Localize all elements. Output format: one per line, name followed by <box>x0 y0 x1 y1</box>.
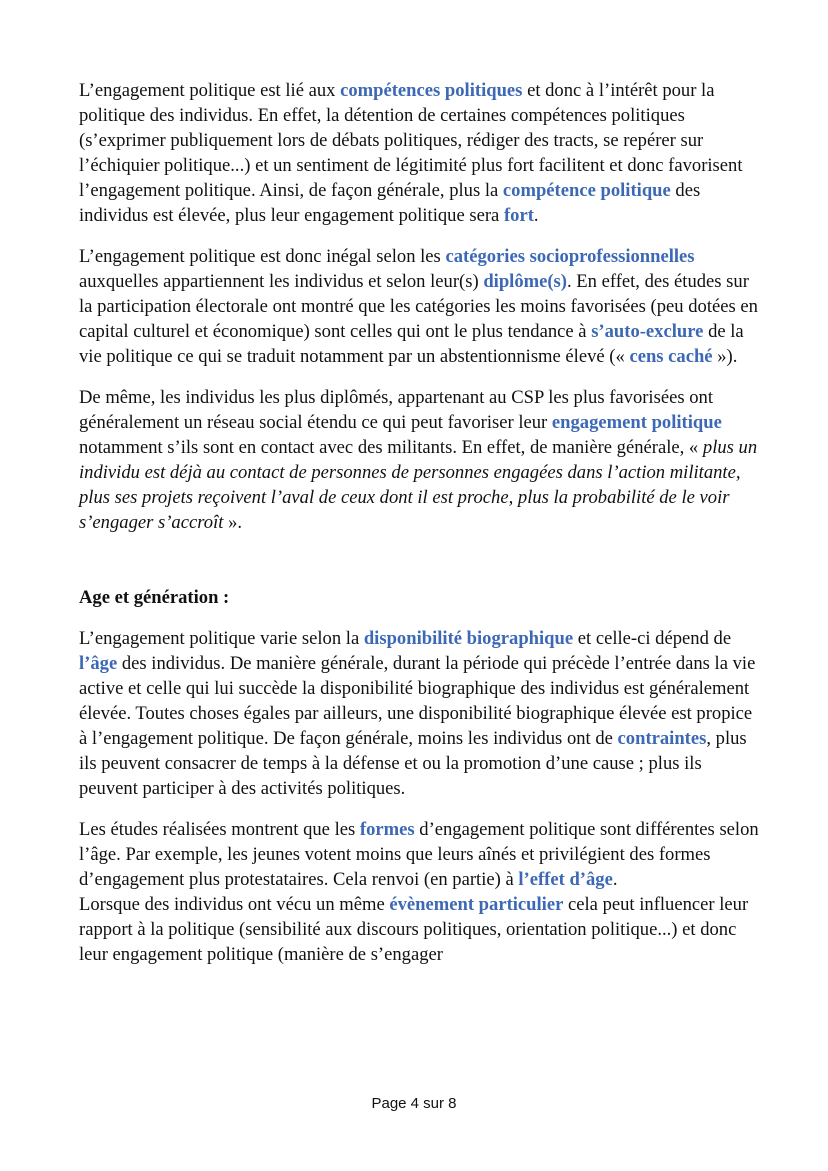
page-content <box>79 78 759 967</box>
paragraph-disponibilite <box>79 626 759 801</box>
text: , plus ils peuvent consacrer de temps à la défense et ou la promotion d’une cause ; plus ils peuvent participer à des activités politiques. <box>79 728 747 799</box>
section-heading: Age et génération : <box>79 587 230 608</box>
text: L’engagement politique est donc inégal selon les <box>79 246 446 267</box>
highlight-term: contraintes <box>617 728 707 749</box>
page-number: Page 4 sur 8 <box>371 1095 457 1112</box>
highlight-term: s’auto-exclure <box>591 321 704 342</box>
highlight-term: évènement particulier <box>389 894 564 915</box>
quote: plus un individu est déjà au contact de personnes de personnes engagées dans l’action militante, plus ses projets reçoivent l’aval de ceux dont il est proche, plus la probabilité de le voir s’engager s’accroît <box>79 437 758 533</box>
text: »). <box>712 346 738 367</box>
text: des individus. De manière générale, durant la période qui précède l’entrée dans la vie active et celle qui lui succède la disponibilité biographique des individus est généralement élevée. Toutes choses égales par ailleurs, une disponibilité biographique élevée est propice à l’engagement politique. De façon générale, moins les individus ont de <box>79 653 756 749</box>
paragraph-formes <box>79 817 759 892</box>
text: de la vie politique ce qui se traduit notamment par un abstentionnisme élevé (« <box>79 321 744 367</box>
highlight-term: compétence politique <box>502 180 671 201</box>
highlight-term: compétences politiques <box>340 80 523 101</box>
text: ». <box>223 512 243 533</box>
text: notamment s’ils sont en contact avec des militants. En effet, de manière générale, « <box>79 437 703 458</box>
highlight-term: engagement politique <box>551 412 722 433</box>
text: Lorsque des individus ont vécu un même <box>79 894 390 915</box>
text: . <box>612 869 618 890</box>
text: auxquelles appartiennent les individus et selon leur(s) <box>79 271 484 292</box>
highlight-term: fort <box>503 205 534 226</box>
highlight-term: formes <box>359 819 415 840</box>
text: . <box>533 205 539 226</box>
text: L’engagement politique varie selon la <box>79 628 364 649</box>
highlight-term: l’âge <box>79 653 118 674</box>
highlight-term: disponibilité biographique <box>363 628 574 649</box>
text: des individus est élevée, plus leur engagement politique sera <box>79 180 701 226</box>
text: et celle-ci dépend de <box>573 628 732 649</box>
paragraph-competences <box>79 78 759 228</box>
text: De même, les individus les plus diplômés, appartenant au CSP les plus favorisées ont généralement un réseau social étendu ce qui peut favoriser leur <box>79 387 713 433</box>
paragraph-csp <box>79 244 759 369</box>
text: et donc à l’intérêt pour la politique des individus. En effet, la détention de certaines compétences politiques (s’exprimer publiquement lors de débats politiques, rédiger des tracts, se repérer sur l’échiquier politique...) et un sentiment de légitimité plus fort facilitent et donc favorisent l’engagement politique. Ainsi, de façon générale, plus la <box>79 80 743 201</box>
text: L’engagement politique est lié aux <box>79 80 341 101</box>
paragraph-evenement <box>79 892 759 967</box>
highlight-term: diplôme(s) <box>483 271 567 292</box>
text: cela peut influencer leur rapport à la politique (sensibilité aux discours politiques, orientation politique...) et donc leur engagement politique (manière de s’engager <box>79 894 749 965</box>
highlight-term: cens caché <box>629 346 713 367</box>
highlight-term: l’effet d’âge <box>518 869 613 890</box>
highlight-term: catégories socioprofessionnelles <box>445 246 695 267</box>
text: . En effet, des études sur la participation électorale ont montré que les catégories les moins favorisées (peu dotées en capital culturel et économique) sont celles qui ont le plus tendance à <box>79 271 758 342</box>
text: d’engagement politique sont différentes selon l’âge. Par exemple, les jeunes votent moins que leurs aînés et privilégient des formes d’engagement plus protestataires. Cela renvoi (en partie) à <box>79 819 759 890</box>
paragraph-reseau-social <box>79 385 759 535</box>
text: Les études réalisées montrent que les <box>79 819 360 840</box>
